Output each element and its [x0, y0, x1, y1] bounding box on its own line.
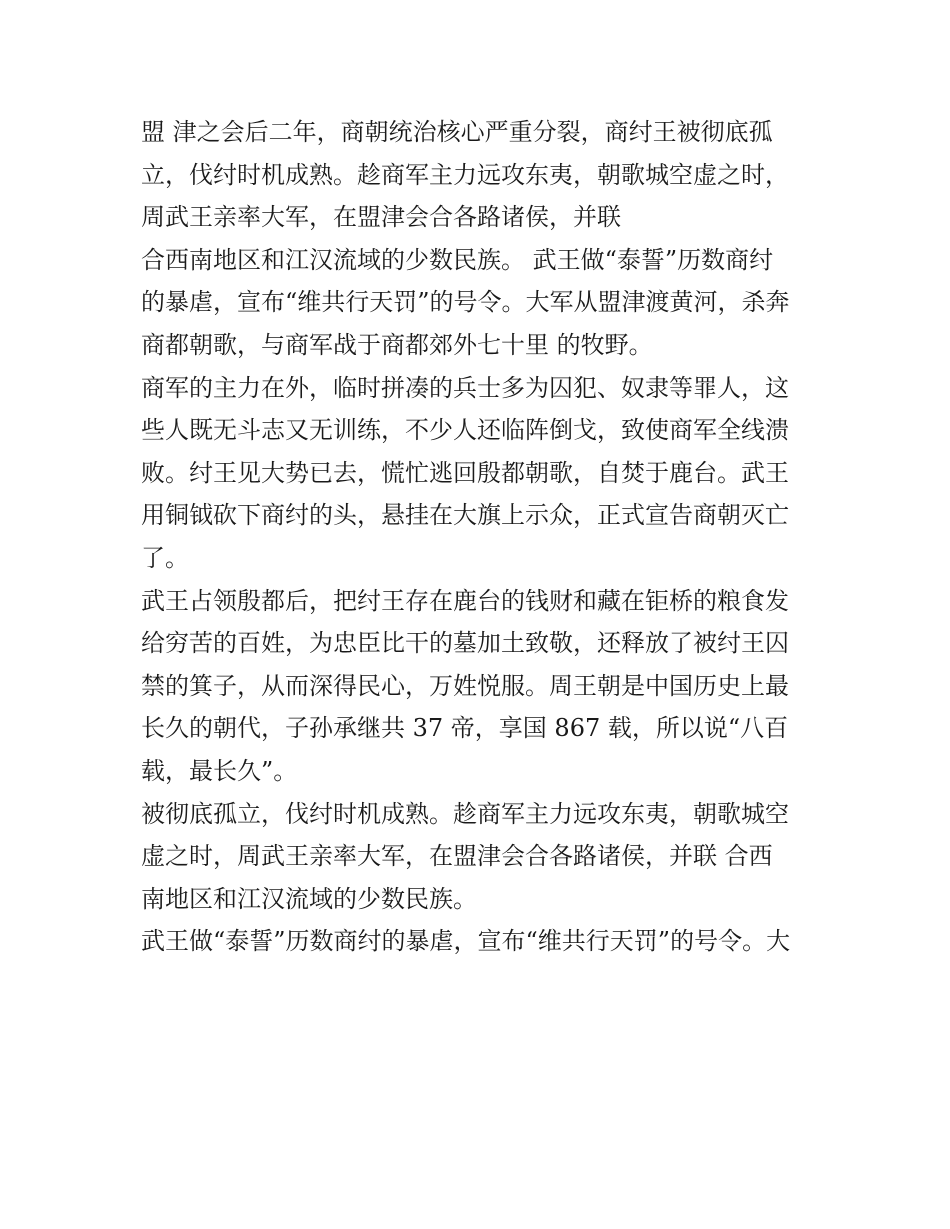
- text-line: 立，伐纣时机成熟。趁商军主力远攻东夷，朝歌城空虚之时，: [141, 160, 789, 189]
- text-line: 载，最长久”。: [141, 756, 298, 785]
- text-line: 南地区和江汉流域的少数民族。: [141, 884, 477, 913]
- text-line: 盟 津之会后二年，商朝统治核心严重分裂，商纣王被彻底孤: [141, 118, 773, 146]
- text-line: 给穷苦的百姓，为忠臣比干的墓加土致敬，还释放了被纣王囚: [141, 629, 789, 658]
- text-line: 禁的箕子，从而深得民心，万姓悦服。周王朝是中国历史上最: [141, 671, 789, 700]
- text-line: 被彻底孤立，伐纣时机成熟。趁商军主力远攻东夷，朝歌城空: [141, 799, 789, 828]
- text-line: 商军的主力在外，临时拼凑的兵士多为囚犯、奴隶等罪人，这: [141, 373, 789, 402]
- text-line: 长久的朝代，子孙承继共 37 帝，享国 867 载，所以说“八百: [141, 714, 789, 743]
- text-line: 些人既无斗志又无训练，不少人还临阵倒戈，致使商军全线溃: [141, 416, 789, 445]
- text-line: 用铜钺砍下商纣的头，悬挂在大旗上示众，正式宣告商朝灭亡: [141, 501, 789, 530]
- text-line: 武王做“泰誓”历数商纣的暴虐，宣布“维共行天罚”的号令。大: [141, 927, 791, 956]
- text-line: 的暴虐，宣布“维共行天罚”的号令。大军从盟津渡黄河，杀奔: [141, 288, 790, 317]
- body-text: [141, 111, 813, 963]
- text-line: 合西南地区和江汉流域的少数民族。 武王做“泰誓”历数商纣: [141, 245, 774, 274]
- text-line: 败。纣王见大势已去，慌忙逃回殷都朝歌，自焚于鹿台。武王: [141, 458, 789, 487]
- text-line: 武王占领殷都后，把纣王存在鹿台的钱财和藏在钜桥的粮食发: [141, 586, 789, 615]
- text-line: 虚之时，周武王亲率大军，在盟津会合各路诸侯，并联 合西: [141, 842, 773, 871]
- text-line: 周武王亲率大军，在盟津会合各路诸侯，并联: [141, 203, 621, 232]
- text-line: 商都朝歌，与商军战于商都郊外七十里 的牧野。: [141, 330, 653, 359]
- text-line: 了。: [141, 543, 189, 572]
